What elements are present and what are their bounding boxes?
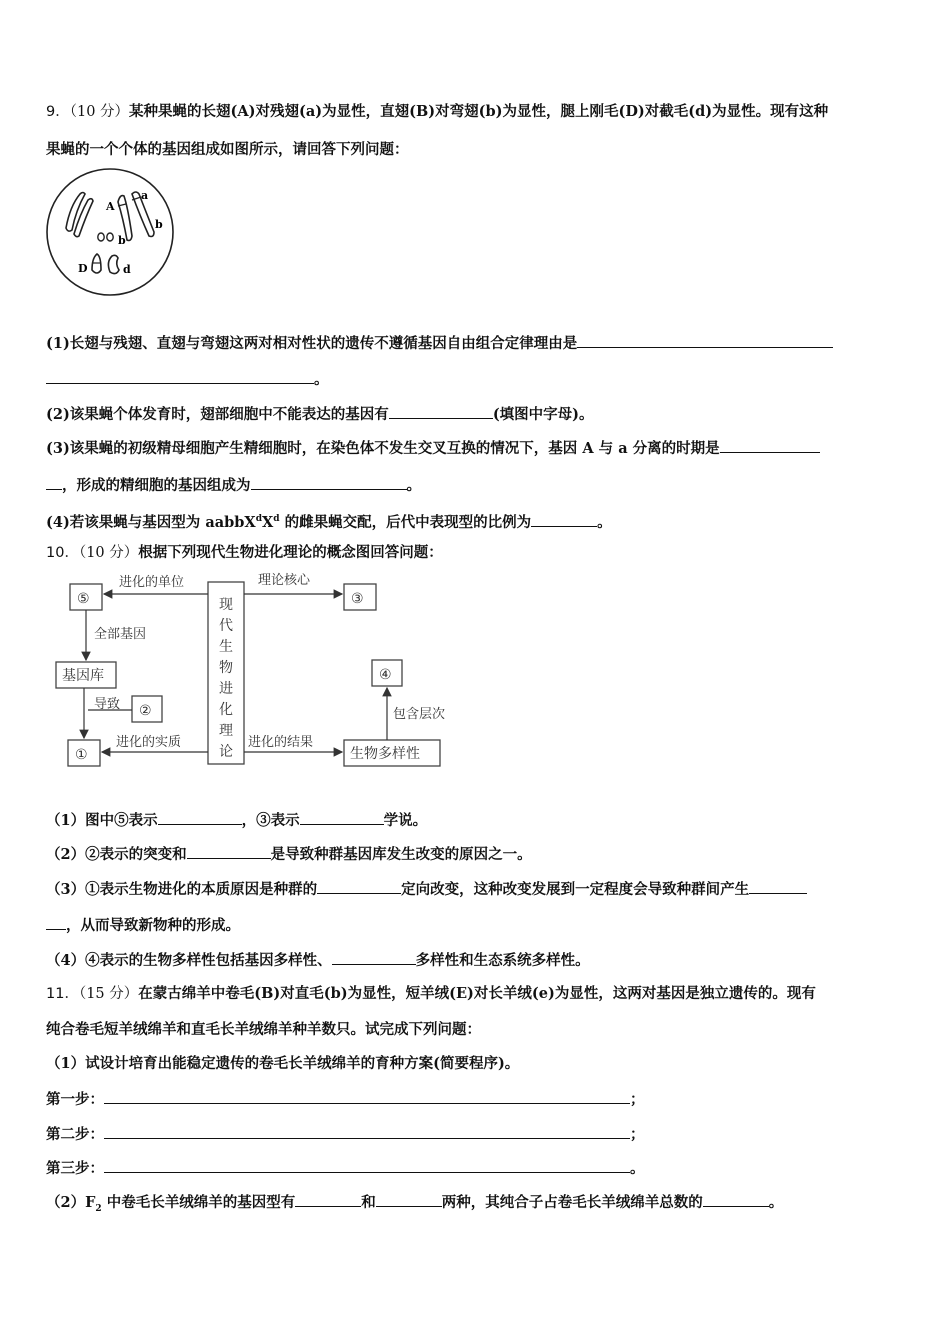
q11-step3-label: 第三步： (46, 1160, 104, 1177)
arrow-result-label: 进化的结果 (248, 735, 314, 750)
q9-part4-sup1: d (255, 514, 262, 524)
label-b-right: b (155, 218, 163, 231)
q9-part1-line2 (46, 368, 329, 390)
q10-part1-blank-a[interactable] (158, 809, 242, 825)
q11-step3-line (46, 1157, 645, 1179)
q10-part3-line1 (46, 878, 807, 900)
q9-part3-line2 (46, 474, 421, 496)
center-char-8: 论 (219, 744, 233, 760)
q11-part2-blank-c[interactable] (703, 1191, 769, 1207)
center-char-2: 代 (219, 618, 233, 634)
arrow-unit-label: 进化的单位 (119, 575, 185, 590)
label-b-left: b (118, 234, 126, 247)
center-char-5: 进 (219, 681, 233, 697)
biodiversity-label: 生物多样性 (350, 746, 420, 762)
q9-stem-line2 (46, 140, 409, 160)
q11-step1-label: 第一步： (46, 1091, 104, 1108)
q10-part2-blank[interactable] (187, 843, 271, 859)
q11-stem-text1: 在蒙古绵羊中卷毛(B)对直毛(b)为显性，短羊绒(E)对长羊绒(e)为显性，这两对基因是独立遗传的。现有 (138, 985, 816, 1002)
q11-part2-blank-a[interactable] (295, 1191, 361, 1207)
center-char-7: 理 (219, 723, 233, 739)
label-d: d (123, 263, 131, 276)
q9-part1-end: 。 (314, 371, 329, 388)
box-2-label: ② (139, 703, 152, 719)
q11-stem-line2 (46, 1020, 481, 1040)
q9-stem-text1: 某种果蝇的长翅(A)对残翅(a)为显性，直翅(B)对弯翅(b)为显性，腿上刚毛(D)对截毛(d)为显性。现有这种 (129, 103, 829, 120)
q10-part2-line (46, 843, 532, 865)
q11-step2-end: ； (630, 1126, 645, 1143)
q11-number: 11． (46, 986, 79, 1002)
gene-pool-label: 基因库 (62, 668, 104, 684)
arrow-all-genes-label: 全部基因 (94, 627, 147, 642)
chromosome-figure-svg (44, 166, 176, 298)
chromosome-figure (44, 166, 176, 298)
q9-part4-line (46, 509, 612, 533)
box-1-label: ① (75, 747, 88, 763)
q9-part3-blank-a[interactable] (720, 437, 820, 453)
q9-part2-text-b: (填图中字母)。 (492, 406, 594, 423)
q10-part1-text-c: 学说。 (383, 812, 428, 829)
q11-step2-blank[interactable] (104, 1123, 630, 1139)
q10-part3-blank-b-cont[interactable] (46, 914, 66, 930)
q9-part4-sup2: d (273, 514, 280, 524)
q10-part4-text-b: 多样性和生态系统多样性。 (415, 952, 590, 969)
q11-step2-line (46, 1123, 645, 1145)
q9-part1-blank-b[interactable] (46, 368, 314, 384)
q9-part2-text-a: (2)该果蝇个体发育时，翅部细胞中不能表达的基因有 (46, 406, 389, 423)
q11-step3-blank[interactable] (104, 1157, 630, 1173)
q9-part1-text: (1)长翅与残翅、直翅与弯翅这两对相对性状的遗传不遵循基因自由组合定律理由是 (46, 335, 578, 352)
chromosome-left-2 (74, 199, 93, 237)
q10-part1-blank-b[interactable] (300, 809, 384, 825)
label-a: a (141, 189, 149, 202)
arrow-core-label: 理论核心 (258, 573, 311, 588)
q9-part3-text-b: ，形成的精细胞的基因组成为 (62, 477, 251, 494)
q11-part2-text-c: 和 (361, 1194, 376, 1211)
q11-part1-line (46, 1054, 519, 1074)
q9-part4-blank[interactable] (531, 511, 597, 527)
q11-step1-line (46, 1088, 645, 1110)
box-5-label: ⑤ (77, 591, 90, 607)
q9-part2-line (46, 403, 594, 425)
q11-part2-blank-b[interactable] (376, 1191, 442, 1207)
q11-points: （15 分） (78, 986, 139, 1002)
q11-part1-text: （1）试设计培育出能稳定遗传的卷毛长羊绒绵羊的育种方案(简要程序)。 (46, 1055, 520, 1072)
concept-map-svg (50, 570, 450, 775)
q11-part2-text-a: （2）F (46, 1194, 96, 1211)
q9-part1-line1 (46, 332, 833, 354)
q9-part1-blank-a[interactable] (577, 332, 833, 348)
q9-part4-end: 。 (597, 513, 612, 531)
q10-part1-text-a: （1）图中⑤表示 (46, 812, 158, 829)
q10-number: 10． (46, 545, 79, 561)
q11-step1-blank[interactable] (104, 1088, 630, 1104)
q10-part4-text-a: （4）④表示的生物多样性包括基因多样性、 (46, 952, 332, 969)
q11-stem-text2: 纯合卷毛短羊绒绵羊和直毛长羊绒绵羊种羊数只。试完成下列问题： (46, 1021, 481, 1038)
dot-chromosome-1 (98, 233, 104, 241)
q9-part4-x: X (261, 513, 274, 531)
q10-part1-line (46, 809, 427, 831)
q10-part3-text-c: ，从而导致新物种的形成。 (66, 917, 240, 934)
dot-chromosome-2 (107, 233, 113, 241)
q10-part3-text-a: （3）①表示生物进化的本质原因是种群的 (46, 881, 318, 898)
arrow-cause-label: 导致 (94, 697, 121, 712)
center-char-6: 化 (219, 702, 233, 718)
q11-part2-end: 。 (768, 1194, 784, 1211)
q10-part3-text-b: 定向改变，这种改变发展到一定程度会导致种群间产生 (401, 881, 750, 898)
q9-part4-text-a: (4)若该果蝇与基因型为 aabbX (46, 513, 256, 531)
q11-part2-text-b: 中卷毛长羊绒绵羊的基因型有 (101, 1194, 296, 1211)
q9-number: 9． (46, 104, 70, 120)
q10-points: （10 分） (78, 545, 139, 561)
q11-part2-text-d: 两种，其纯合子占卷毛长羊绒绵羊总数的 (441, 1194, 703, 1211)
q10-part2-text-a: （2）②表示的突变和 (46, 846, 187, 863)
q9-part3-blank-a-cont[interactable] (46, 474, 62, 490)
center-char-4: 物 (219, 660, 233, 676)
q11-step3-end: 。 (630, 1160, 645, 1177)
label-D: D (78, 262, 88, 275)
q9-part3-end: 。 (406, 477, 421, 494)
q10-part3-blank-b[interactable] (749, 878, 807, 894)
q10-stem-text: 根据下列现代生物进化理论的概念图回答问题： (138, 544, 443, 561)
q9-part3-line1 (46, 437, 820, 459)
q11-part2-sub: 2 (95, 1203, 102, 1214)
q9-stem-line1 (46, 102, 828, 122)
chromosome-d (108, 255, 119, 273)
q9-part4-text-b: 的雌果蝇交配，后代中表现型的比例为 (279, 513, 532, 531)
q11-part2-line (46, 1191, 783, 1219)
label-A: A (106, 200, 115, 213)
q9-points: （10 分） (69, 104, 130, 120)
q11-step1-end: ； (630, 1091, 645, 1108)
q10-part4-blank[interactable] (332, 949, 416, 965)
q9-part3-text-a: (3)该果蝇的初级精母细胞产生精细胞时，在染色体不发生交叉互换的情况下，基因 A 与 a 分离的时期是 (46, 440, 720, 457)
arrow-essence-label: 进化的实质 (116, 735, 182, 750)
q10-part1-text-b: ，③表示 (241, 812, 300, 829)
q10-part2-text-b: 是导致种群基因库发生改变的原因之一。 (270, 846, 532, 863)
q10-stem-line (46, 543, 443, 563)
q10-part3-line2 (46, 914, 240, 936)
q11-step2-label: 第二步： (46, 1126, 104, 1143)
q9-part2-blank[interactable] (389, 403, 493, 419)
center-char-1: 现 (219, 597, 233, 613)
q9-part3-blank-b[interactable] (251, 474, 407, 490)
box-4-label: ④ (379, 667, 392, 683)
q11-stem-line1 (46, 984, 816, 1004)
q9-stem-text2: 果蝇的一个个体的基因组成如图所示，请回答下列问题： (46, 141, 409, 158)
box-3-label: ③ (351, 591, 364, 607)
q10-part4-line (46, 949, 590, 971)
arrow-levels-label: 包含层次 (393, 707, 446, 722)
center-char-3: 生 (219, 639, 233, 655)
q10-part3-blank-a[interactable] (317, 878, 401, 894)
evolution-concept-map (50, 570, 450, 775)
